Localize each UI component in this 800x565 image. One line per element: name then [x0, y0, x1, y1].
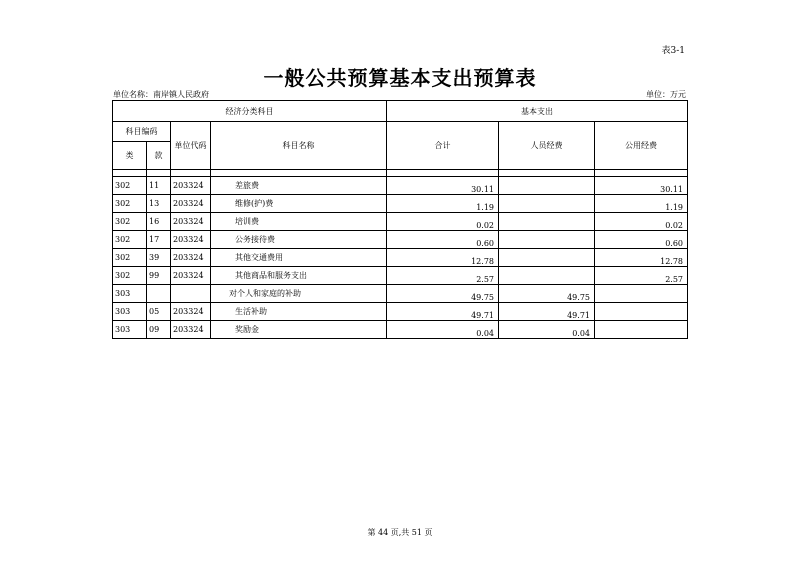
cell-subject-name: 培训费: [211, 213, 387, 231]
table-row: [113, 321, 688, 339]
cell-public: 30.11: [595, 177, 688, 195]
cell-lei: 303: [113, 303, 147, 321]
cell-total: 49.71: [387, 303, 499, 321]
cell-unit-code: [171, 285, 211, 303]
cell-public: [595, 321, 688, 339]
cell-lei: 302: [113, 213, 147, 231]
cell-subject-name: 其他商品和服务支出: [211, 267, 387, 285]
cell-personnel: [499, 195, 595, 213]
page-title: 一般公共预算基本支出预算表: [263, 66, 537, 90]
cell-lei: 302: [113, 267, 147, 285]
header-personnel: 人员经费: [499, 122, 595, 170]
cell-kuan: 11: [147, 177, 171, 195]
cell-personnel: [499, 249, 595, 267]
cell-lei: 302: [113, 177, 147, 195]
cell-unit-code: 203324: [171, 249, 211, 267]
cell-subject-name: 对个人和家庭的补助: [211, 285, 387, 303]
page-footer: 第 44 页,共 51 页: [367, 528, 433, 537]
cell-lei: 302: [113, 249, 147, 267]
cell-total: 2.57: [387, 267, 499, 285]
cell-personnel: 49.75: [499, 285, 595, 303]
cell-public: [595, 303, 688, 321]
cell-personnel: 0.04: [499, 321, 595, 339]
unit-name: 单位名称：南岸镇人民政府: [113, 90, 209, 99]
cell-unit-code: 203324: [171, 267, 211, 285]
cell-subject-name: 生活补助: [211, 303, 387, 321]
cell-kuan: 39: [147, 249, 171, 267]
cell-total: 12.78: [387, 249, 499, 267]
header-unit-code: 单位代码: [171, 122, 211, 170]
table-row: [113, 195, 688, 213]
table-row: [113, 177, 688, 195]
cell-total: 49.75: [387, 285, 499, 303]
cell-unit-code: 203324: [171, 321, 211, 339]
budget-table: [112, 100, 688, 339]
cell-total: 0.04: [387, 321, 499, 339]
cell-lei: 303: [113, 285, 147, 303]
cell-public: 1.19: [595, 195, 688, 213]
cell-subject-name: 维修(护)费: [211, 195, 387, 213]
header-econ-class: 经济分类科目: [113, 101, 387, 122]
header-public: 公用经费: [595, 122, 688, 170]
cell-kuan: 05: [147, 303, 171, 321]
cell-total: 0.60: [387, 231, 499, 249]
cell-subject-name: 奖励金: [211, 321, 387, 339]
cell-kuan: 09: [147, 321, 171, 339]
table-row: [113, 285, 688, 303]
header-subject-name: 科目名称: [211, 122, 387, 170]
cell-unit-code: 203324: [171, 195, 211, 213]
table-row: [113, 267, 688, 285]
cell-personnel: [499, 231, 595, 249]
cell-kuan: [147, 285, 171, 303]
cell-lei: 302: [113, 195, 147, 213]
header-kuan: 款: [147, 142, 171, 170]
cell-kuan: 16: [147, 213, 171, 231]
cell-public: 0.60: [595, 231, 688, 249]
cell-subject-name: 公务接待费: [211, 231, 387, 249]
header-lei: 类: [113, 142, 147, 170]
table-row: [113, 213, 688, 231]
table-row: [113, 231, 688, 249]
cell-public: [595, 285, 688, 303]
header-subject-code: 科目编码: [113, 122, 171, 142]
cell-kuan: 17: [147, 231, 171, 249]
cell-total: 30.11: [387, 177, 499, 195]
header-basic-expenditure: 基本支出: [387, 101, 688, 122]
cell-personnel: [499, 177, 595, 195]
unit-label: 单位：万元: [646, 90, 686, 99]
cell-lei: 303: [113, 321, 147, 339]
cell-unit-code: 203324: [171, 231, 211, 249]
cell-unit-code: 203324: [171, 303, 211, 321]
cell-personnel: 49.71: [499, 303, 595, 321]
cell-kuan: 99: [147, 267, 171, 285]
cell-personnel: [499, 267, 595, 285]
cell-public: 2.57: [595, 267, 688, 285]
cell-total: 1.19: [387, 195, 499, 213]
cell-kuan: 13: [147, 195, 171, 213]
table-number: 表3-1: [661, 46, 685, 56]
cell-public: 12.78: [595, 249, 688, 267]
table-row: [113, 303, 688, 321]
cell-subject-name: 其他交通费用: [211, 249, 387, 267]
table-row: [113, 249, 688, 267]
cell-lei: 302: [113, 231, 147, 249]
cell-unit-code: 203324: [171, 177, 211, 195]
cell-public: 0.02: [595, 213, 688, 231]
header-total: 合计: [387, 122, 499, 170]
cell-subject-name: 差旅费: [211, 177, 387, 195]
cell-total: 0.02: [387, 213, 499, 231]
cell-personnel: [499, 213, 595, 231]
cell-unit-code: 203324: [171, 213, 211, 231]
